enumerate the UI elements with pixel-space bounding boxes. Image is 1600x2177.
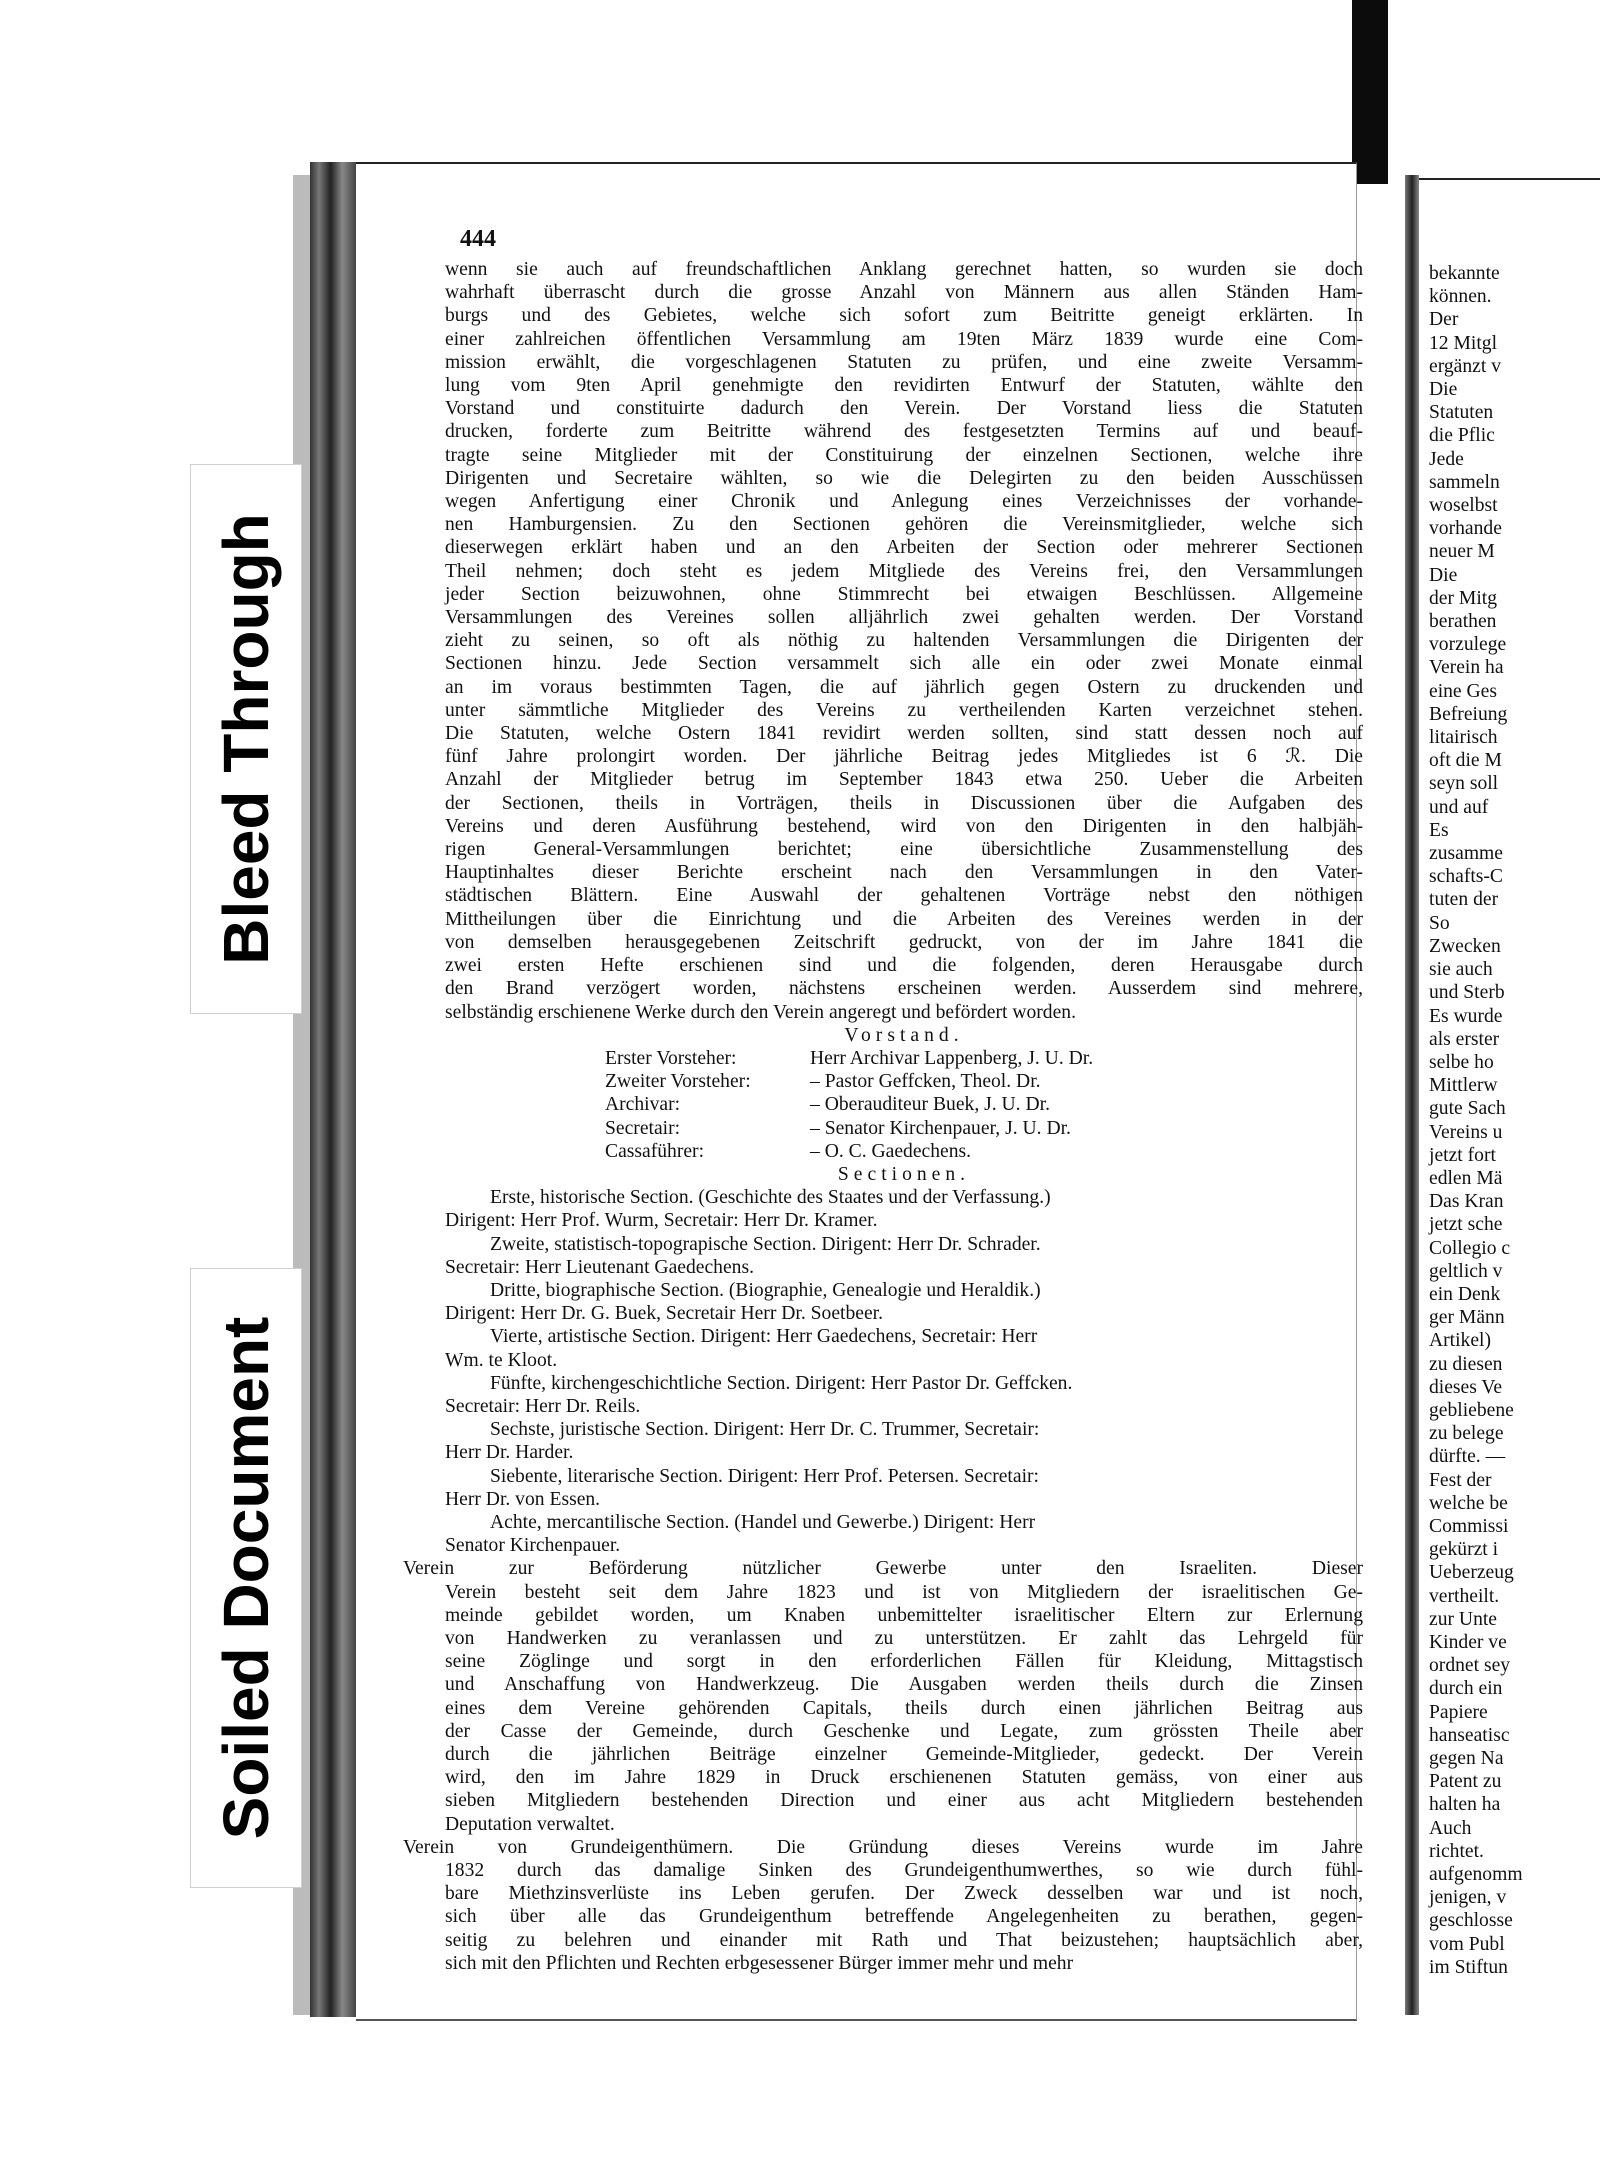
text-line: Dritte, biographische Section. (Biographie, Genealogie und Heraldik.) <box>490 1279 1041 1301</box>
right-page-line: Auch <box>1429 1817 1472 1839</box>
right-page-line: Fest der <box>1429 1469 1492 1491</box>
text-line: eines dem Vereine gehörenden Capitals, theils durch einen jährlichen Beitrag aus <box>445 1697 1363 1719</box>
officer-role: Erster Vorsteher: <box>605 1047 737 1069</box>
text-line: wenn sie auch auf freundschaftlichen Anklang gerechnet hatten, so wurden sie doch <box>445 259 1363 280</box>
text-line: Siebente, literarische Section. Dirigent: Herr Prof. Petersen. Secretair: <box>490 1465 1039 1487</box>
film-edge-strip <box>1352 0 1388 184</box>
israeliten-verein-entry <box>403 1557 1363 1835</box>
right-page-line: Der <box>1429 309 1459 331</box>
right-page-line: Jede <box>1429 448 1464 470</box>
right-page-line: zusamme <box>1429 843 1503 865</box>
text-line: nen Hamburgensien. Zu den Sectionen gehören die Vereinsmitglieder, welche sich <box>445 514 1363 536</box>
right-page-line: im Stiftun <box>1429 1956 1508 1978</box>
text-line: Verein von Grundeigenthümern. Die Gründung dieses Vereins wurde im Jahre <box>403 1836 1363 1858</box>
right-page-line: So <box>1429 912 1450 934</box>
text-line: Sechste, juristische Section. Dirigent: Herr Dr. C. Trummer, Secretair: <box>490 1419 1040 1441</box>
officers-list <box>605 1047 1363 1163</box>
text-line: Senator Kirchenpauer. <box>445 1535 621 1557</box>
officer-role: Zweiter Vorsteher: <box>605 1071 751 1093</box>
right-page-line: Mittlerw <box>1429 1075 1498 1097</box>
text-line: von demselben herausgegebenen Zeitschrift gedruckt, von der im Jahre 1841 die <box>445 931 1363 953</box>
right-page-line: Verein ha <box>1429 657 1504 679</box>
section-entry <box>445 1279 1363 1325</box>
right-page-line: vertheilt. <box>1429 1585 1500 1607</box>
text-line: Die Statuten, welche Ostern 1841 revidirt werden sollten, sind statt dessen noch auf <box>445 723 1363 745</box>
bleed-through-label <box>190 464 302 1014</box>
right-page-line: und auf <box>1429 796 1489 818</box>
right-page-line: eine Ges <box>1429 680 1498 702</box>
right-page-line: welche be <box>1429 1492 1508 1514</box>
right-page-line: Es wurde <box>1429 1005 1503 1027</box>
right-page-line: aufgenomm <box>1429 1864 1523 1886</box>
officer-name: – Pastor Geffcken, Theol. Dr. <box>810 1071 1041 1093</box>
text-line: Achte, mercantilische Section. (Handel und Gewerbe.) Dirigent: Herr <box>490 1511 1036 1533</box>
section-entry <box>445 1465 1363 1511</box>
right-page-line: die Pflic <box>1429 425 1495 447</box>
right-page-line: jetzt sche <box>1429 1214 1503 1236</box>
text-line: 1832 durch das damalige Sinken des Grundeigenthumwerthes, so wie durch fühl- <box>445 1860 1363 1882</box>
text-line: Vorstand und constituirte dadurch den Verein. Der Vorstand liess die Statuten <box>445 398 1363 420</box>
book-gutter <box>1405 175 1419 2015</box>
intro-paragraph <box>445 258 1363 1024</box>
right-page-line: zur Unte <box>1429 1608 1498 1630</box>
text-line: jeder Section beizuwohnen, ohne Stimmrecht bei etwaigen Beschlüssen. Allgemeine <box>445 583 1363 605</box>
text-line: Secretair: Herr Dr. Reils. <box>445 1395 641 1417</box>
right-page-line: woselbst <box>1429 495 1498 517</box>
text-line: Sectionen hinzu. Jede Section versammelt sich alle ein oder zwei Monate einmal <box>445 653 1363 675</box>
right-page-line: bekannte <box>1429 263 1500 284</box>
soiled-document-label <box>190 1268 302 1888</box>
officer-row <box>605 1047 1363 1070</box>
officer-row <box>605 1070 1363 1093</box>
right-page-line: Ueberzeug <box>1429 1562 1514 1584</box>
right-page-line: gekürzt i <box>1429 1539 1499 1561</box>
right-page-line: ordnet sey <box>1429 1655 1511 1677</box>
right-page-line: selbe ho <box>1429 1051 1494 1073</box>
text-line: der Casse der Gemeinde, durch Geschenke und Legate, zum grössten Theile aber <box>445 1720 1363 1742</box>
officer-row <box>605 1093 1363 1116</box>
right-page-line: berathen <box>1429 611 1497 633</box>
text-line: unter sämmtliche Mitglieder des Vereins zu vertheilenden Karten verzeichnet stehen. <box>445 699 1363 721</box>
right-page-line: Zwecken <box>1429 935 1501 957</box>
right-page-line: dieses Ve <box>1429 1376 1503 1398</box>
officer-role: Archivar: <box>605 1094 681 1116</box>
book-page-edges <box>310 162 356 2017</box>
right-page-line: gute Sach <box>1429 1098 1506 1120</box>
text-line: Fünfte, kirchengeschichtliche Section. Dirigent: Herr Pastor Dr. Geffcken. <box>490 1372 1073 1394</box>
text-line: tragte seine Mitglieder mit der Constituirung der einzelnen Sectionen, welche ihre <box>445 444 1363 466</box>
text-line: zieht zu seinen, so oft als nöthig zu haltenden Versammlungen die Dirigenten der <box>445 630 1363 652</box>
text-line: Anzahl der Mitglieder betrug im September 1843 etwa 250. Ueber die Arbeiten <box>445 769 1363 791</box>
text-line: an im voraus bestimmten Tagen, die auf jährlich gegen Ostern zu druckenden und <box>445 676 1363 698</box>
text-line: einer zahlreichen öffentlichen Versammlung am 19ten März 1839 wurde eine Com- <box>445 328 1363 350</box>
officer-name: – O. C. Gaedechens. <box>810 1140 972 1162</box>
sections-list <box>445 1186 1363 1557</box>
text-line: seine Zöglinge und sorgt in den erforderlichen Fällen für Kleidung, Mittagstisch <box>445 1651 1363 1673</box>
text-line: wahrhaft überrascht durch die grosse Anzahl von Männern aus allen Ständen Ham- <box>445 282 1363 304</box>
text-line: Mittheilungen über die Einrichtung und die Arbeiten des Vereines werden in der <box>445 908 1363 930</box>
officer-row <box>605 1140 1363 1163</box>
bleed-through-text: Bleed Through <box>210 513 282 965</box>
right-page-line: tuten der <box>1429 889 1499 911</box>
text-line: mission erwählt, die vorgeschlagenen Statuten zu prüfen, und eine zweite Versamm- <box>445 351 1363 373</box>
text-line: rigen General-Versammlungen berichtet; eine übersichtliche Zusammenstellung des <box>445 839 1363 861</box>
right-page-line: gebliebene <box>1429 1399 1514 1421</box>
right-page-line: Patent zu <box>1429 1771 1502 1793</box>
right-page-line: Die <box>1429 564 1458 586</box>
right-page-line: seyn soll <box>1429 773 1499 795</box>
right-page-line: sammeln <box>1429 471 1500 493</box>
text-line: burgs und des Gebietes, welche sich sofort zum Beitritte geneigt erklärten. In <box>445 305 1363 327</box>
text-line: Dirigent: Herr Prof. Wurm, Secretair: Herr Dr. Kramer. <box>445 1210 878 1232</box>
right-page-line: litairisch <box>1429 727 1498 749</box>
right-page-line: jetzt fort <box>1429 1144 1496 1166</box>
right-page-line: gegen Na <box>1429 1748 1504 1769</box>
text-line: Vierte, artistische Section. Dirigent: Herr Gaedechens, Secretair: Herr <box>490 1326 1038 1348</box>
right-page-line: Vereins u <box>1429 1121 1503 1143</box>
right-page-line: jenigen, v <box>1429 1887 1507 1909</box>
section-entry <box>445 1186 1363 1232</box>
text-line: wird, den im Jahre 1829 in Druck erschienenen Statuten gemäss, von einer aus <box>445 1767 1363 1789</box>
text-line: Hauptinhaltes dieser Berichte erscheint nach den Versammlungen in den Vater- <box>445 862 1363 884</box>
text-line: Herr Dr. Harder. <box>445 1442 574 1464</box>
right-page-line: können. <box>1429 286 1492 308</box>
sectionen-heading: Sectionen. <box>837 1163 971 1185</box>
right-page-line: Artikel) <box>1429 1330 1492 1352</box>
text-line: fünf Jahre prolongirt worden. Der jährliche Beitrag jedes Mitgliedes ist 6 ℛ. Die <box>445 746 1363 768</box>
text-line: Dirigenten und Secretaire wählten, so wie die Delegirten zu den beiden Ausschüssen <box>445 467 1363 489</box>
right-page-line: geschlosse <box>1429 1910 1513 1932</box>
text-line: seitig zu belehren und einander mit Rath und That beizustehen; hauptsächlich aber, <box>445 1929 1363 1951</box>
text-line: sich mit den Pflichten und Rechten erbgesessener Bürger immer mehr und mehr <box>445 1952 1074 1974</box>
text-line: Vereins und deren Ausführung bestehend, wird von den Dirigenten in den halbjäh- <box>445 815 1363 837</box>
officer-name: Herr Archivar Lappenberg, J. U. Dr. <box>810 1047 1094 1069</box>
right-page-line: halten ha <box>1429 1794 1501 1816</box>
right-page-line: ergänzt v <box>1429 355 1501 377</box>
right-page-line: Commissi <box>1429 1515 1509 1537</box>
right-page-line: vom Publ <box>1429 1933 1505 1955</box>
section-entry <box>445 1372 1363 1418</box>
right-page-line: Papiere <box>1429 1701 1488 1723</box>
grundeigenthuemer-verein-entry <box>403 1836 1363 1975</box>
officer-name: – Oberauditeur Buek, J. U. Dr. <box>810 1094 1050 1116</box>
right-page-line: zu belege <box>1429 1423 1504 1445</box>
text-line: sich über alle das Grundeigenthum betreffende Angelegenheiten zu berathen, gegen- <box>445 1906 1363 1928</box>
right-page-line: dürfte. — <box>1429 1446 1506 1468</box>
right-page-line: richtet. <box>1429 1840 1484 1862</box>
section-entry <box>445 1233 1363 1279</box>
text-line: und Anschaffung von Handwerkzeug. Die Ausgaben werden theils durch die Zinsen <box>445 1674 1363 1696</box>
right-page-line: 12 Mitgl <box>1429 332 1498 354</box>
text-line: Erste, historische Section. (Geschichte des Staates und der Verfassung.) <box>490 1187 1051 1209</box>
right-page-line: Das Kran <box>1429 1191 1504 1213</box>
text-line: zwei ersten Hefte erschienen sind und die folgenden, deren Herausgabe durch <box>445 955 1363 977</box>
right-page-line: Die <box>1429 379 1458 401</box>
text-line: Herr Dr. von Essen. <box>445 1488 601 1510</box>
text-line: der Sectionen, theils in Vorträgen, theils in Discussionen über die Aufgaben des <box>445 792 1363 814</box>
right-page-line: Collegio c <box>1429 1237 1511 1259</box>
right-page-line: Kinder ve <box>1429 1631 1507 1653</box>
text-line: Verein zur Beförderung nützlicher Gewerbe unter den Israeliten. Dieser <box>403 1558 1363 1580</box>
right-page-line: Es <box>1429 819 1449 841</box>
text-line: bare Miethzinsverlüste ins Leben gerufen. Der Zweck desselben war und ist noch, <box>445 1883 1363 1905</box>
text-line: Verein besteht seit dem Jahre 1823 und ist von Mitgliedern der israelitischen Ge- <box>445 1581 1363 1603</box>
section-entry <box>445 1418 1363 1464</box>
right-page-line: zu diesen <box>1429 1353 1503 1375</box>
text-line: Theil nehmen; doch steht es jedem Mitgliede des Vereins frei, den Versammlungen <box>445 560 1363 582</box>
right-page-line: vorhande <box>1429 518 1502 540</box>
text-line: städtischen Blättern. Eine Auswahl der gehaltenen Vorträge nebst den nöthigen <box>445 885 1363 907</box>
text-line: durch die jährlichen Beiträge einzelner Gemeinde-Mitglieder, gedeckt. Der Verein <box>445 1744 1363 1765</box>
text-line: wegen Anfertigung einer Chronik und Anlegung eines Verzeichnisses der vorhande- <box>445 491 1363 513</box>
vorstand-heading: Vorstand. <box>844 1024 964 1046</box>
page-number: 444 <box>460 226 496 252</box>
right-page-line: hanseatisc <box>1429 1724 1510 1746</box>
text-line: Versammlungen des Vereines sollen alljährlich zwei gehalten werden. Der Vorstand <box>445 607 1363 629</box>
right-page-line: Statuten <box>1429 402 1494 424</box>
right-page-line: geltlich v <box>1429 1260 1503 1282</box>
right-page-line: der Mitg <box>1429 587 1498 609</box>
text-line: Zweite, statistisch-topograpische Section. Dirigent: Herr Dr. Schrader. <box>490 1233 1041 1255</box>
text-line: den Brand verzögert worden, nächstens erscheinen werden. Ausserdem sind mehrere, <box>445 978 1363 1000</box>
text-line: Deputation verwaltet. <box>445 1813 615 1835</box>
section-entry <box>445 1511 1363 1557</box>
text-line: sieben Mitgliedern bestehenden Direction und einer aus acht Mitgliedern bestehenden <box>445 1790 1363 1812</box>
section-entry <box>445 1325 1363 1371</box>
text-line: drucken, forderte zum Beitritte während des festgesetzten Termins auf und beauf- <box>445 421 1363 443</box>
text-line: von Handwerken zu veranlassen und zu unterstützen. Er zahlt das Lehrgeld für <box>445 1627 1363 1649</box>
soiled-document-text: Soiled Document <box>210 1316 282 1840</box>
right-page-line: ger Männ <box>1429 1307 1505 1329</box>
officer-role: Cassaführer: <box>605 1140 705 1162</box>
right-page-line: durch ein <box>1429 1678 1503 1700</box>
right-page-line: ein Denk <box>1429 1283 1501 1305</box>
officer-role: Secretair: <box>605 1117 681 1139</box>
right-page-line: neuer M <box>1429 541 1495 563</box>
text-line: dieserwegen erklärt haben und an den Arbeiten der Section oder mehrerer Sectionen <box>445 537 1363 559</box>
text-line: Dirigent: Herr Dr. G. Buek, Secretair Herr Dr. Soetbeer. <box>445 1303 883 1325</box>
right-page-line: schafts-C <box>1429 866 1504 888</box>
right-page-line: vorzulege <box>1429 634 1507 656</box>
right-page-line: Befreiung <box>1429 703 1508 725</box>
right-page-line: als erster <box>1429 1028 1500 1050</box>
right-page-line: und Sterb <box>1429 982 1505 1004</box>
text-line: Secretair: Herr Lieutenant Gaedechens. <box>445 1256 754 1278</box>
text-line: lung vom 9ten April genehmigte den revidirten Entwurf der Statuten, wählte den <box>445 375 1363 397</box>
text-line: Wm. te Kloot. <box>445 1349 558 1371</box>
right-page-text <box>1429 262 1600 1979</box>
text-line: selbständig erschienene Werke durch den Verein angeregt und befördert worden. <box>445 1001 1076 1023</box>
officer-row <box>605 1117 1363 1140</box>
page-body <box>403 258 1363 1975</box>
text-line: meinde gebildet worden, um Knaben unbemittelter israelitischer Eltern zur Erlernung <box>445 1604 1363 1626</box>
right-page-line: oft die M <box>1429 750 1502 772</box>
right-page-line: sie auch <box>1429 959 1493 981</box>
right-page-line: edlen Mä <box>1429 1167 1503 1189</box>
officer-name: – Senator Kirchenpauer, J. U. Dr. <box>810 1117 1071 1139</box>
